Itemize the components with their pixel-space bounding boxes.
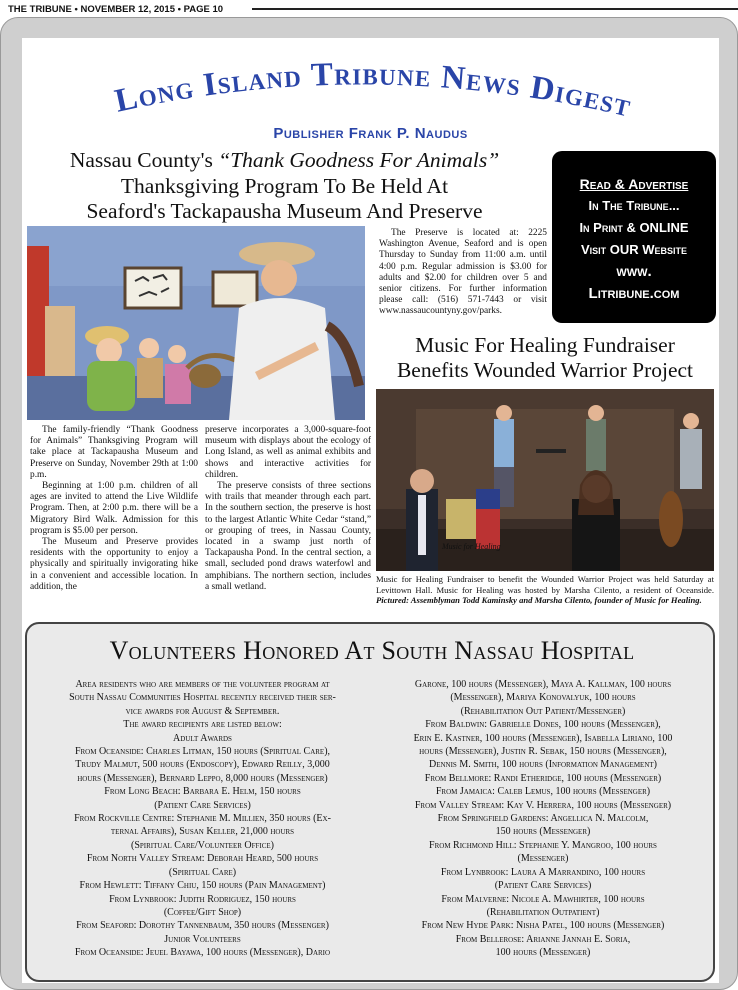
photo-caption (376, 574, 714, 606)
volunteer-line: From Richmond Hill: Stephanie Y. Mangroo, 100 hours (429, 839, 657, 851)
volunteer-line: From Hewlett: Tiffany Chiu, 150 hours (Pain Management) (79, 880, 326, 892)
volunteer-line: From Long Beach: Barbara E. Helm, 150 hours (104, 786, 301, 798)
volunteer-line: From Lynbrook: Judith Rodriguez, 150 hours (109, 893, 296, 905)
volunteer-line: From Bellmore: Randi Etheridge, 100 hours (Messenger) (424, 772, 662, 784)
volunteer-line: (Patient Care Services) (154, 799, 251, 811)
volunteer-line: From Oceanside: Charles Litman, 150 hours (Spiritual Care), (74, 746, 331, 758)
volunteers-box (25, 622, 715, 982)
volunteer-line: (Rehabilitation Out Patient/Messenger) (460, 705, 626, 717)
ad-line5: www. (616, 263, 652, 280)
caption-bold: Pictured: Assemblyman Todd Kaminsky and Marsha Cilento, founder of Music for Healing. (376, 595, 702, 606)
volunteer-line: From Seaford: Dorothy Tannenbaum, 350 hours (Messenger) (76, 920, 329, 932)
volunteer-line: Trudy Malmut, 500 hours (Endoscopy), Edward Reilly, 3,000 (75, 759, 330, 771)
paragraph: The Preserve is located at: 2225 Washington Avenue, Seaford and is open Thursday to Sunday from 11:00 a.m. until 4:00 p.m. Regular admission is $3.00 for adults and $2.00 for children over 5 and senior citizens. For further information please call: (516) 571-7443 or visit www.nassaucountyny.gov/parks. (379, 228, 547, 317)
article1-headline (27, 148, 542, 225)
volunteer-line: (Spiritual Care/Volunteer Office) (131, 839, 274, 851)
masthead (22, 62, 719, 142)
volunteer-line: Adult Awards (173, 732, 232, 744)
volunteer-line: Dennis M. Smith, 100 hours (Information Management) (428, 759, 657, 771)
volunteer-line: From Rockville Centre: Stephanie M. Millien, 350 hours (Ex- (74, 813, 331, 825)
volunteer-line: (Patient Care Services) (494, 880, 592, 892)
headline-italic: “Thank Goodness For Animals” (218, 148, 500, 172)
headline-line1: Music For Healing Fundraiser (415, 333, 675, 357)
volunteer-line: The award recipients are listed below: (123, 719, 282, 731)
article1-column2 (205, 425, 371, 593)
volunteers-title: Volunteers Honored At South Nassau Hospital (109, 636, 635, 665)
ad-line2: In The Tribune... (588, 198, 680, 213)
publisher-line: Publisher Frank P. Naudus (273, 125, 468, 142)
paragraph: The preserve consists of three sections with trails that meander through each part. In the southern section, the preserve is host to the largest Atlantic White Cedar “stand,” or grouping of trees, in Nassau County, located in a swamp just north of Tackapausha Pond. In the central section, a small, secluded pond draws waterfowl and amphibians. The northern section, includes a small wetland. (205, 481, 371, 592)
volunteer-line: South Nassau Communities Hospital recently received their ser- (69, 692, 336, 704)
masthead-title: Long Island Tribune News Digest (111, 62, 636, 125)
volunteer-line: Erin E. Kastner, 100 hours (Messenger), Isabella Liriano, 100 (413, 732, 673, 744)
headline-line2: Benefits Wounded Warrior Project (396, 358, 694, 382)
volunteer-line: From Valley Stream: Kay V. Herrera, 100 hours (Messenger) (414, 799, 672, 811)
volunteer-line: From Bellerose: Arianne Jannah E. Soria, (455, 933, 631, 945)
ad-line1: Read & Advertise (579, 176, 689, 192)
paragraph: Beginning at 1:00 p.m. children of all ages are invited to attend the Live Wildlife Program. Then, at 2:00 p.m. there will be a Migratory Bird Walk. Admission for this program is $5.00 per person. (30, 481, 198, 536)
article1-column1 (30, 425, 198, 593)
page-frame (0, 17, 738, 990)
volunteer-line: (Spiritual Care) (168, 866, 237, 878)
headline-line3: Seaford's Tackapausha Museum And Preserve (86, 199, 483, 223)
volunteer-line: (Rehabilitation Outpatient) (486, 906, 600, 918)
headline-part: Nassau County's (69, 148, 219, 172)
volunteer-line: From North Valley Stream: Deborah Heard, 500 hours (86, 853, 319, 865)
fundraiser-photo (376, 389, 714, 571)
headline-line2: Thanksgiving Program To Be Held At (120, 173, 449, 198)
volunteer-line: ternal Affairs), Susan Keller, 21,000 hours (110, 826, 295, 838)
music-for-healing-banner: Music for Healing (442, 542, 501, 551)
volunteer-line: 150 hours (Messenger) (495, 826, 591, 838)
volunteer-line: (Messenger), Mariya Konovalyuk, 100 hours (450, 692, 636, 704)
museum-photo (27, 226, 365, 420)
volunteer-line: From Lynbrook: Laura A Marrandino, 100 hours (440, 866, 646, 878)
volunteer-line: From Springfield Gardens: Angellica N. Malcolm, (437, 813, 649, 825)
caption-text: Music for Healing Fundraiser to benefit the Wounded Warrior Project was held Saturday at Levittown Hall. Music for Healing was hosted by Marsha Cilento, a resident of Oceanside. (376, 574, 714, 595)
ad-line3: In Print & ONLINE (579, 220, 689, 235)
volunteer-line: Garone, 100 hours (Messenger), Maya A. Kallman, 100 hours (414, 679, 672, 690)
volunteer-line: From Baldwin: Gabrielle Dones, 100 hours (Messenger), (425, 719, 661, 731)
volunteer-line: hours (Messenger), Bernard Leppo, 8,000 hours (Messenger) (77, 772, 328, 784)
paragraph: The family-friendly “Thank Goodness for Animals” Thanksgiving Program will take place at Tackapausha Museum and Preserve on Sunday, November 29th at 1:00 p.m. (30, 425, 198, 480)
volunteer-line: vice awards for August & September. (125, 705, 280, 717)
volunteer-line: (Coffee/Gift Shop) (163, 906, 242, 918)
ad-line4: Visit OUR Website (580, 242, 688, 257)
volunteer-line: 100 hours (Messenger) (495, 947, 591, 959)
volunteers-right-column (375, 678, 711, 960)
article1-column3 (379, 228, 547, 318)
volunteers-left-column (35, 678, 370, 960)
paragraph: The Museum and Preserve provides residents with the opportunity to enjoy a physically and spiritually invigorating hike in a convenient and accessible location. In addition, the (30, 537, 198, 592)
volunteer-line: (Messenger) (517, 853, 569, 865)
advertise-box[interactable] (552, 151, 716, 323)
volunteer-line: Area residents who are members of the volunteer program at (75, 679, 330, 690)
article2-headline (374, 333, 716, 383)
paragraph: preserve incorporates a 3,000-square-foot museum with displays about the ecology of Long Island, as well as animal exhibits and shows and interactive activities for children. (205, 425, 371, 480)
volunteer-line: From Jamaica: Caleb Lemus, 100 hours (Messenger) (435, 786, 651, 798)
volunteer-line: From New Hyde Park: Nisha Patel, 100 hours (Messenger) (421, 920, 665, 932)
volunteer-line: hours (Messenger), Justin R. Sebak, 150 hours (Messenger), (419, 746, 667, 758)
running-head: THE TRIBUNE • NOVEMBER 12, 2015 • PAGE 10 (0, 0, 738, 16)
ad-website[interactable]: Litribune.com (588, 285, 680, 302)
volunteer-line: From Malverne: Nicole A. Mawhirter, 100 hours (441, 893, 645, 905)
volunteer-line: Junior Volunteers (164, 933, 241, 945)
page-content (22, 38, 719, 983)
volunteer-line: From Oceanside: Jeuel Bayawa, 100 hours (Messenger), Dario (74, 947, 331, 959)
